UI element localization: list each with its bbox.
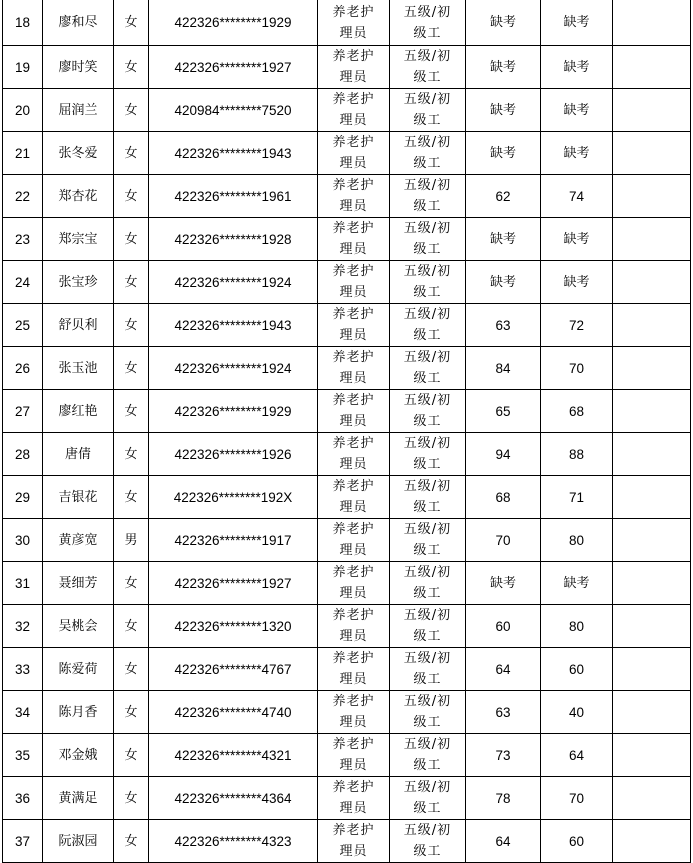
name-cell: 吴桃会 (43, 605, 114, 648)
level-cell: 五级/初级工 (390, 777, 466, 820)
name-cell: 黄彦宽 (43, 519, 114, 562)
theory-score-cell: 缺考 (466, 562, 541, 605)
level-cell: 五级/初级工 (390, 562, 466, 605)
remark-cell (613, 476, 691, 519)
table-row (3, 218, 691, 261)
name-cell: 舒贝利 (43, 304, 114, 347)
occupation-cell: 养老护理员 (318, 132, 390, 175)
level-cell: 五级/初级工 (390, 218, 466, 261)
id-number-cell: 422326********1961 (149, 175, 318, 218)
level-cell: 五级/初级工 (390, 261, 466, 304)
occupation-cell: 养老护理员 (318, 476, 390, 519)
occupation-cell: 养老护理员 (318, 605, 390, 648)
theory-score-cell: 缺考 (466, 218, 541, 261)
level-cell: 五级/初级工 (390, 519, 466, 562)
name-cell: 张冬爱 (43, 132, 114, 175)
name-cell: 廖红艳 (43, 390, 114, 433)
occupation-cell: 养老护理员 (318, 0, 390, 46)
table-row (3, 433, 691, 476)
level-cell: 五级/初级工 (390, 648, 466, 691)
level-cell: 五级/初级工 (390, 820, 466, 863)
level-cell: 五级/初级工 (390, 605, 466, 648)
row-number-cell: 21 (3, 132, 43, 175)
row-number-cell: 28 (3, 433, 43, 476)
theory-score-cell: 63 (466, 304, 541, 347)
id-number-cell: 422326********1924 (149, 347, 318, 390)
occupation-cell: 养老护理员 (318, 347, 390, 390)
name-cell: 郑宗宝 (43, 218, 114, 261)
remark-cell (613, 0, 691, 46)
occupation-cell: 养老护理员 (318, 433, 390, 476)
remark-cell (613, 347, 691, 390)
level-cell: 五级/初级工 (390, 175, 466, 218)
theory-score-cell: 缺考 (466, 0, 541, 46)
table-row (3, 777, 691, 820)
exam-results-table (2, 0, 691, 863)
gender-cell: 女 (114, 89, 149, 132)
row-number-cell: 37 (3, 820, 43, 863)
remark-cell (613, 390, 691, 433)
remark-cell (613, 691, 691, 734)
theory-score-cell: 68 (466, 476, 541, 519)
id-number-cell: 422326********1926 (149, 433, 318, 476)
skill-score-cell: 88 (541, 433, 613, 476)
name-cell: 廖和尽 (43, 0, 114, 46)
id-number-cell: 422326********4740 (149, 691, 318, 734)
occupation-cell: 养老护理员 (318, 820, 390, 863)
theory-score-cell: 缺考 (466, 89, 541, 132)
id-number-cell: 422326********1927 (149, 562, 318, 605)
name-cell: 唐倩 (43, 433, 114, 476)
skill-score-cell: 缺考 (541, 132, 613, 175)
id-number-cell: 422326********1943 (149, 304, 318, 347)
remark-cell (613, 562, 691, 605)
skill-score-cell: 71 (541, 476, 613, 519)
id-number-cell: 420984********7520 (149, 89, 318, 132)
row-number-cell: 34 (3, 691, 43, 734)
id-number-cell: 422326********1927 (149, 46, 318, 89)
table-row (3, 691, 691, 734)
theory-score-cell: 缺考 (466, 261, 541, 304)
occupation-cell: 养老护理员 (318, 46, 390, 89)
skill-score-cell: 70 (541, 347, 613, 390)
id-number-cell: 422326********192X (149, 476, 318, 519)
row-number-cell: 24 (3, 261, 43, 304)
skill-score-cell: 缺考 (541, 0, 613, 46)
table-row (3, 89, 691, 132)
id-number-cell: 422326********4767 (149, 648, 318, 691)
theory-score-cell: 64 (466, 648, 541, 691)
gender-cell: 女 (114, 0, 149, 46)
id-number-cell: 422326********1928 (149, 218, 318, 261)
remark-cell (613, 261, 691, 304)
gender-cell: 女 (114, 218, 149, 261)
skill-score-cell: 74 (541, 175, 613, 218)
gender-cell: 女 (114, 777, 149, 820)
level-cell: 五级/初级工 (390, 691, 466, 734)
table-row (3, 562, 691, 605)
table-row (3, 175, 691, 218)
row-number-cell: 32 (3, 605, 43, 648)
gender-cell: 女 (114, 46, 149, 89)
gender-cell: 女 (114, 648, 149, 691)
theory-score-cell: 78 (466, 777, 541, 820)
skill-score-cell: 80 (541, 605, 613, 648)
skill-score-cell: 缺考 (541, 218, 613, 261)
name-cell: 邓金娥 (43, 734, 114, 777)
name-cell: 黄满足 (43, 777, 114, 820)
theory-score-cell: 94 (466, 433, 541, 476)
occupation-cell: 养老护理员 (318, 691, 390, 734)
gender-cell: 女 (114, 304, 149, 347)
theory-score-cell: 63 (466, 691, 541, 734)
level-cell: 五级/初级工 (390, 304, 466, 347)
theory-score-cell: 缺考 (466, 132, 541, 175)
skill-score-cell: 64 (541, 734, 613, 777)
occupation-cell: 养老护理员 (318, 261, 390, 304)
gender-cell: 女 (114, 476, 149, 519)
name-cell: 陈爱荷 (43, 648, 114, 691)
skill-score-cell: 缺考 (541, 261, 613, 304)
name-cell: 聂细芳 (43, 562, 114, 605)
remark-cell (613, 175, 691, 218)
id-number-cell: 422326********1943 (149, 132, 318, 175)
level-cell: 五级/初级工 (390, 89, 466, 132)
id-number-cell: 422326********1929 (149, 390, 318, 433)
occupation-cell: 养老护理员 (318, 648, 390, 691)
remark-cell (613, 218, 691, 261)
skill-score-cell: 70 (541, 777, 613, 820)
level-cell: 五级/初级工 (390, 390, 466, 433)
id-number-cell: 422326********1924 (149, 261, 318, 304)
row-number-cell: 31 (3, 562, 43, 605)
gender-cell: 女 (114, 175, 149, 218)
skill-score-cell: 缺考 (541, 46, 613, 89)
gender-cell: 女 (114, 261, 149, 304)
row-number-cell: 25 (3, 304, 43, 347)
row-number-cell: 35 (3, 734, 43, 777)
gender-cell: 女 (114, 433, 149, 476)
theory-score-cell: 73 (466, 734, 541, 777)
row-number-cell: 18 (3, 0, 43, 46)
skill-score-cell: 60 (541, 648, 613, 691)
occupation-cell: 养老护理员 (318, 734, 390, 777)
gender-cell: 女 (114, 390, 149, 433)
table-row (3, 390, 691, 433)
gender-cell: 女 (114, 132, 149, 175)
name-cell: 廖时笑 (43, 46, 114, 89)
gender-cell: 女 (114, 562, 149, 605)
id-number-cell: 422326********1929 (149, 0, 318, 46)
row-number-cell: 22 (3, 175, 43, 218)
remark-cell (613, 519, 691, 562)
name-cell: 吉银花 (43, 476, 114, 519)
row-number-cell: 29 (3, 476, 43, 519)
theory-score-cell: 65 (466, 390, 541, 433)
remark-cell (613, 132, 691, 175)
level-cell: 五级/初级工 (390, 476, 466, 519)
occupation-cell: 养老护理员 (318, 390, 390, 433)
level-cell: 五级/初级工 (390, 734, 466, 777)
remark-cell (613, 605, 691, 648)
level-cell: 五级/初级工 (390, 46, 466, 89)
id-number-cell: 422326********1917 (149, 519, 318, 562)
table-row (3, 0, 691, 46)
occupation-cell: 养老护理员 (318, 777, 390, 820)
name-cell: 郑杏花 (43, 175, 114, 218)
occupation-cell: 养老护理员 (318, 519, 390, 562)
row-number-cell: 19 (3, 46, 43, 89)
gender-cell: 女 (114, 347, 149, 390)
level-cell: 五级/初级工 (390, 347, 466, 390)
skill-score-cell: 72 (541, 304, 613, 347)
row-number-cell: 23 (3, 218, 43, 261)
skill-score-cell: 68 (541, 390, 613, 433)
occupation-cell: 养老护理员 (318, 89, 390, 132)
gender-cell: 女 (114, 691, 149, 734)
gender-cell: 女 (114, 734, 149, 777)
skill-score-cell: 60 (541, 820, 613, 863)
remark-cell (613, 648, 691, 691)
table-row (3, 132, 691, 175)
remark-cell (613, 304, 691, 347)
skill-score-cell: 40 (541, 691, 613, 734)
remark-cell (613, 89, 691, 132)
name-cell: 张玉池 (43, 347, 114, 390)
gender-cell: 女 (114, 820, 149, 863)
level-cell: 五级/初级工 (390, 132, 466, 175)
remark-cell (613, 777, 691, 820)
remark-cell (613, 734, 691, 777)
theory-score-cell: 84 (466, 347, 541, 390)
table-row (3, 605, 691, 648)
remark-cell (613, 433, 691, 476)
table-row (3, 519, 691, 562)
table-row (3, 261, 691, 304)
table-row (3, 820, 691, 863)
gender-cell: 男 (114, 519, 149, 562)
name-cell: 屈润兰 (43, 89, 114, 132)
theory-score-cell: 60 (466, 605, 541, 648)
table-row (3, 648, 691, 691)
occupation-cell: 养老护理员 (318, 218, 390, 261)
row-number-cell: 33 (3, 648, 43, 691)
theory-score-cell: 64 (466, 820, 541, 863)
theory-score-cell: 70 (466, 519, 541, 562)
table-body (3, 0, 691, 863)
occupation-cell: 养老护理员 (318, 175, 390, 218)
row-number-cell: 20 (3, 89, 43, 132)
remark-cell (613, 46, 691, 89)
table-row (3, 347, 691, 390)
occupation-cell: 养老护理员 (318, 562, 390, 605)
row-number-cell: 36 (3, 777, 43, 820)
table-row (3, 46, 691, 89)
table-row (3, 734, 691, 777)
level-cell: 五级/初级工 (390, 0, 466, 46)
id-number-cell: 422326********4364 (149, 777, 318, 820)
table-row (3, 304, 691, 347)
row-number-cell: 26 (3, 347, 43, 390)
theory-score-cell: 缺考 (466, 46, 541, 89)
id-number-cell: 422326********1320 (149, 605, 318, 648)
name-cell: 陈月香 (43, 691, 114, 734)
level-cell: 五级/初级工 (390, 433, 466, 476)
row-number-cell: 27 (3, 390, 43, 433)
gender-cell: 女 (114, 605, 149, 648)
remark-cell (613, 820, 691, 863)
table-row (3, 476, 691, 519)
theory-score-cell: 62 (466, 175, 541, 218)
name-cell: 阮淑园 (43, 820, 114, 863)
occupation-cell: 养老护理员 (318, 304, 390, 347)
skill-score-cell: 缺考 (541, 89, 613, 132)
skill-score-cell: 80 (541, 519, 613, 562)
skill-score-cell: 缺考 (541, 562, 613, 605)
row-number-cell: 30 (3, 519, 43, 562)
id-number-cell: 422326********4323 (149, 820, 318, 863)
name-cell: 张宝珍 (43, 261, 114, 304)
id-number-cell: 422326********4321 (149, 734, 318, 777)
